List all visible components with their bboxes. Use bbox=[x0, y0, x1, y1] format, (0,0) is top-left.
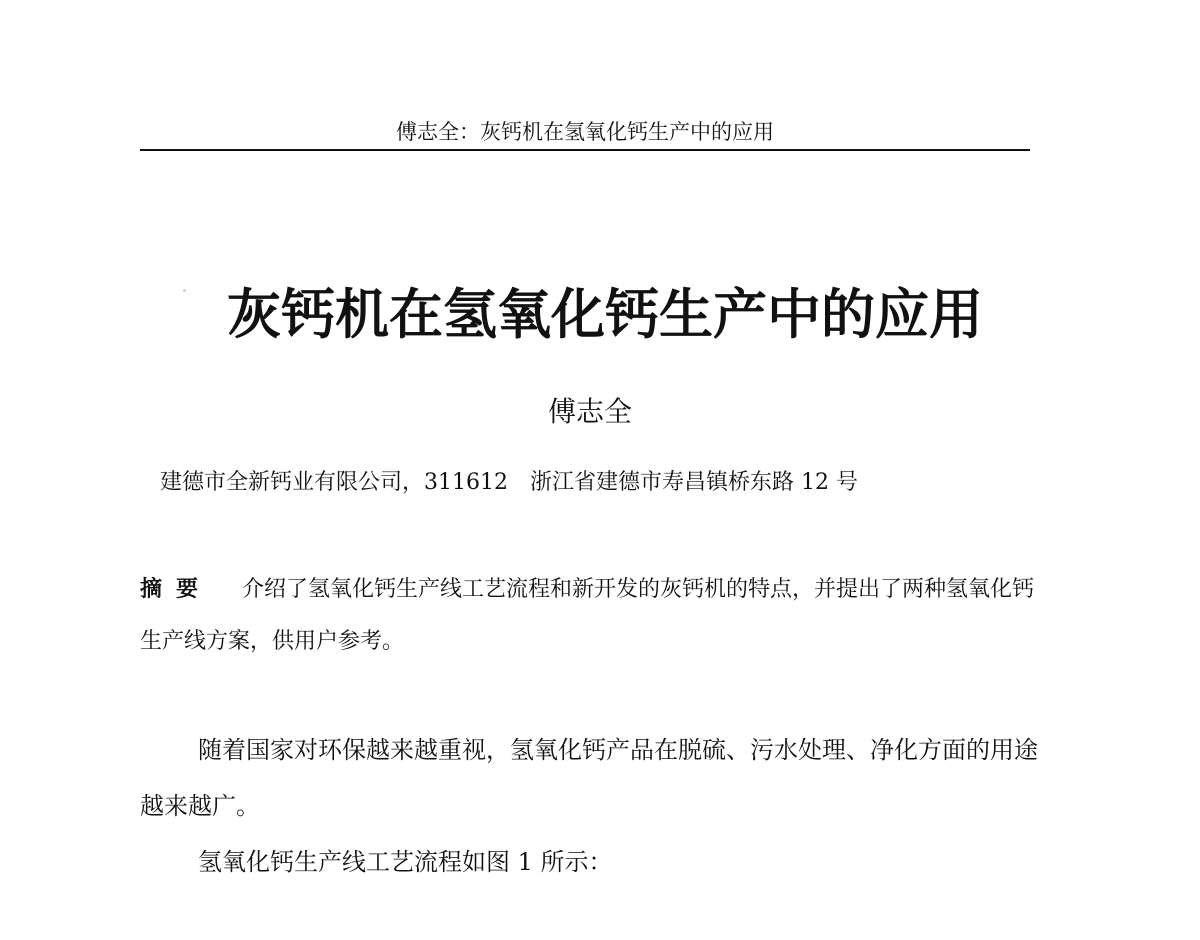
header-rule bbox=[140, 149, 1030, 151]
body-paragraph: 随着国家对环保越来越重视，氢氧化钙产品在脱硫、污水处理、净化方面的用途越来越广。 bbox=[140, 736, 1038, 820]
article-author: 傅志全 bbox=[547, 395, 632, 428]
article-title: 灰钙机在氢氧化钙生产中的应用 bbox=[227, 283, 983, 346]
author-affiliation: 建德市全新钙业有限公司，311612 浙江省建德市寿昌镇桥东路 12 号 bbox=[160, 470, 858, 495]
body-paragraph: 氢氧化钙生产线工艺流程如图 1 所示： bbox=[198, 848, 613, 876]
body-text bbox=[140, 722, 1040, 890]
abstract-block bbox=[140, 564, 1040, 668]
running-header: 傅志全：灰钙机在氢氧化钙生产中的应用 bbox=[396, 120, 774, 144]
abstract-text: 介绍了氢氧化钙生产线工艺流程和新开发的灰钙机的特点，并提出了两种氢氧化钙生产线方案，供用户参考。 bbox=[140, 577, 1035, 654]
abstract-label: 摘要 bbox=[140, 577, 213, 602]
